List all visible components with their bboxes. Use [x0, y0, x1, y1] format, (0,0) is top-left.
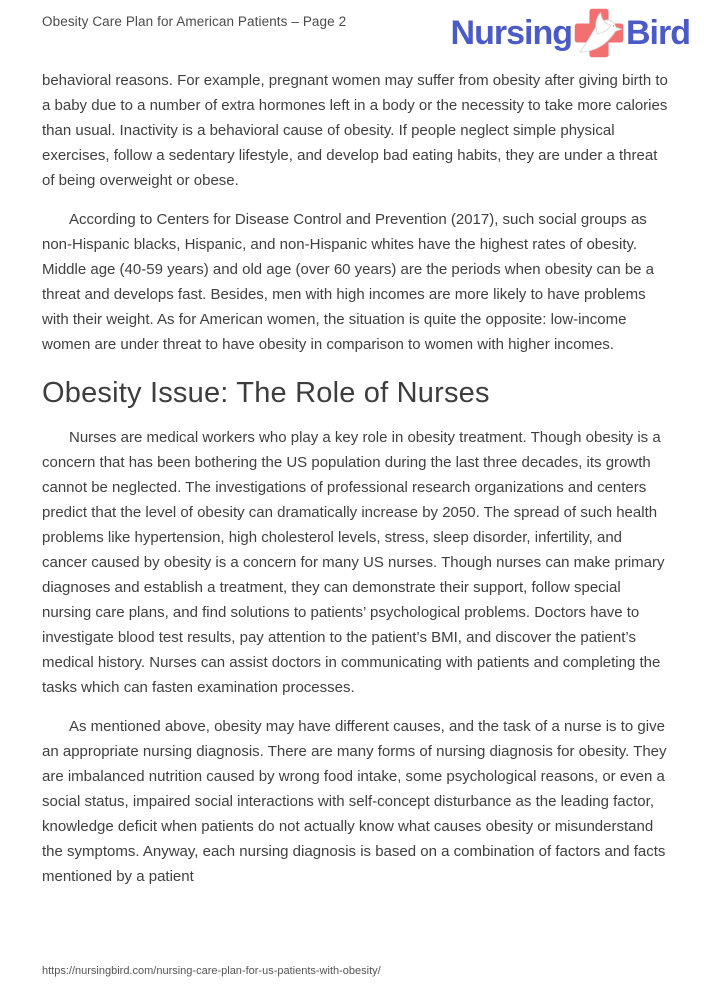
paragraph-behavioral-reasons: behavioral reasons. For example, pregnant women may suffer from obesity after giving birth to a baby due to a number of extra hormones left in a body or the necessity to take more calories than usual. Inactivity is a behavioral cause of obesity. If people neglect simple physical exercises, follow a sedentary lifestyle, and develop bad eating habits, they are under a threat of being overweight or obese. — [42, 72, 668, 189]
logo-text-nursing: Nursing — [450, 14, 572, 52]
dove-on-medical-cross-icon — [573, 7, 625, 59]
page-footer — [42, 961, 381, 979]
document-body — [42, 68, 670, 903]
nursingbird-logo — [451, 7, 690, 59]
running-header-title: Obesity Care Plan for American Patients – Page 2 — [42, 14, 347, 29]
paragraph-nurses-role: Nurses are medical workers who play a key role in obesity treatment. Though obesity is a concern that has been bothering the US population during the last three decades, its growth cannot be neglected. The investigations of professional research organizations and centers predict that the level of obesity can dramatically increase by 2050. The spread of such health problems like hypertension, high cholesterol levels, stress, sleep disorder, infertility, and cancer caused by obesity is a concern for many US nurses. Though nurses can make primary diagnoses and establish a treatment, they can demonstrate their support, follow special nursing care plans, and find solutions to patients’ psychological problems. Doctors have to investigate blood test results, pay attention to the patient’s BMI, and discover the patient’s medical history. Nurses can assist doctors in communicating with patients and completing the tasks which can fasten examination processes. — [42, 429, 665, 696]
section-heading-obesity-issue: Obesity Issue: The Role of Nurses — [42, 377, 490, 409]
paragraph-cdc-statistics: According to Centers for Disease Control and Prevention (2017), such social groups as non-Hispanic blacks, Hispanic, and non-Hispanic whites have the highest rates of obesity. Middle age (40-59 years) and old age (over 60 years) are the periods when obesity can be a threat and develops fast. Besides, men with high incomes are more likely to have problems with their weight. As for American women, the situation is quite the opposite: low-income women are under threat to have obesity in comparison to women with higher incomes. — [42, 211, 655, 353]
logo-text-bird: Bird — [626, 14, 690, 52]
source-url: https://nursingbird.com/nursing-care-plan-for-us-patients-with-obesity/ — [42, 965, 381, 977]
paragraph-nursing-diagnosis: As mentioned above, obesity may have different causes, and the task of a nurse is to give an appropriate nursing diagnosis. There are many forms of nursing diagnosis for obesity. They are imbalanced nutrition caused by wrong food intake, some psychological reasons, or even a social status, impaired social interactions with self-concept disturbance as the leading factor, knowledge deficit when patients do not actually know what causes obesity or misunderstand the symptoms. Anyway, each nursing diagnosis is based on a combination of factors and facts mentioned by a patient — [42, 718, 667, 885]
